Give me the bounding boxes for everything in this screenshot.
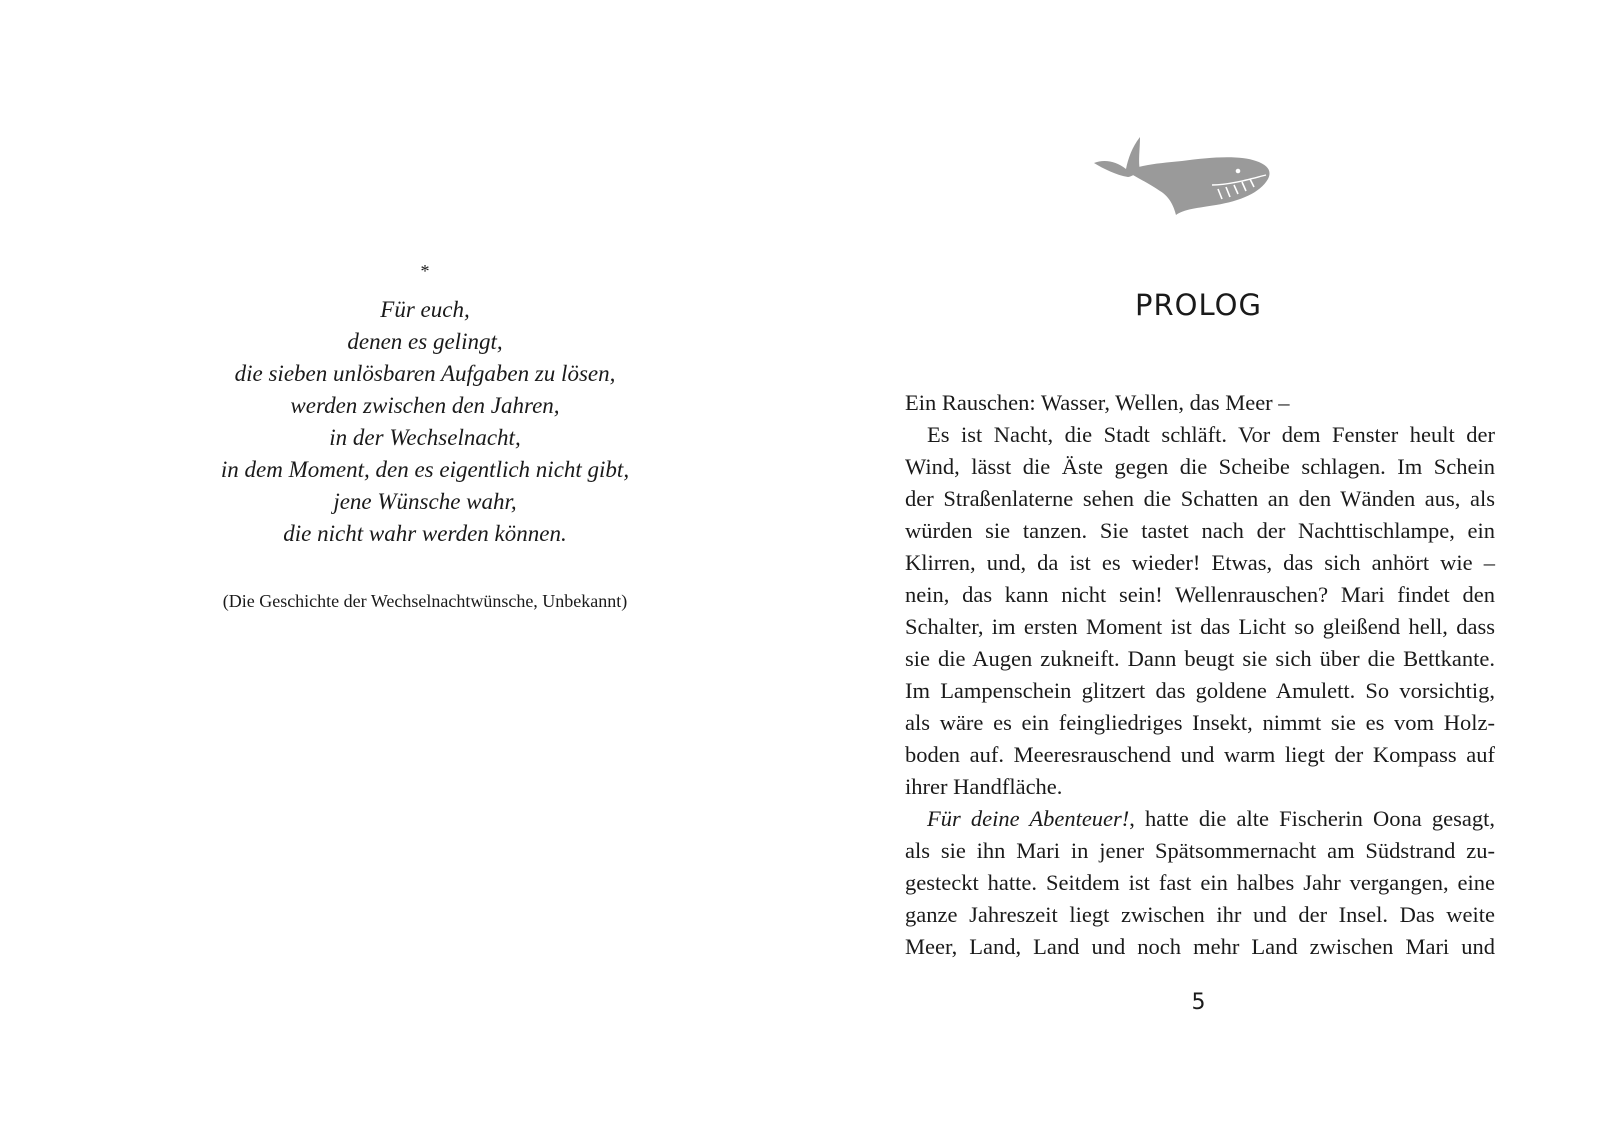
- text-line: Ein Rauschen: Wasser, Wellen, das Meer –: [905, 390, 1290, 415]
- text-line: sie die Augen zukneift. Dann beugt sie sich über die Bettkante.: [905, 646, 1495, 671]
- poem-line: jene Wünsche wahr,: [333, 489, 517, 514]
- text-line: ihrer Handfläche.: [905, 774, 1063, 799]
- poem-line: denen es gelingt,: [347, 329, 503, 354]
- prose-body: [905, 387, 1495, 963]
- text-line: nein, das kann nicht sein! Wellenrauschen? Mari findet den: [905, 582, 1495, 607]
- right-page: [800, 0, 1600, 1131]
- poem-line: in der Wechselnacht,: [329, 425, 521, 450]
- text-fragment: , hatte die alte Fischerin Oona gesagt,: [1129, 806, 1495, 831]
- text-line: Wind, lässt die Äste gegen die Scheibe schlagen. Im Schein: [905, 454, 1495, 479]
- text-line: Im Lampenschein glitzert das goldene Amulett. So vorsichtig,: [905, 678, 1495, 703]
- epigraph-poem: [0, 294, 850, 550]
- page-number: 5: [1191, 990, 1206, 1015]
- text-line: Klirren, und, da ist es wieder! Etwas, das sich anhört wie –: [905, 550, 1495, 575]
- poem-line: die nicht wahr werden können.: [283, 521, 567, 546]
- poem-line: die sieben unlösbaren Aufgaben zu lösen,: [234, 361, 616, 386]
- text-line: als wäre es ein feingliedriges Insekt, nimmt sie es vom Holz-: [905, 710, 1495, 735]
- text-line: würden sie tanzen. Sie tastet nach der Nachttischlampe, ein: [905, 518, 1495, 543]
- text-line: [905, 803, 1495, 835]
- text-line: ganze Jahreszeit liegt zwischen ihr und der Insel. Das weite: [905, 902, 1495, 927]
- italic-phrase: Für deine Abenteuer!: [927, 806, 1130, 831]
- epigraph-attribution: (Die Geschichte der Wechselnachtwünsche, Unbekannt): [222, 591, 628, 611]
- poem-line: werden zwischen den Jahren,: [290, 393, 560, 418]
- text-line: Es ist Nacht, die Stadt schläft. Vor dem Fenster heult der: [927, 422, 1495, 447]
- poem-line: in dem Moment, den es eigentlich nicht gibt,: [220, 457, 630, 482]
- text-line: Meer, Land, Land und noch mehr Land zwischen Mari und: [905, 934, 1495, 959]
- poem-line: Für euch,: [380, 297, 470, 322]
- ornament-star: *: [420, 261, 430, 281]
- text-line: boden auf. Meeresrauschend und warm liegt der Kompass auf: [905, 742, 1495, 767]
- whale-icon: [1090, 135, 1275, 220]
- chapter-title: PROLOG: [1135, 288, 1262, 322]
- text-line: gesteckt hatte. Seitdem ist fast ein halbes Jahr vergangen, eine: [905, 870, 1495, 895]
- text-line: als sie ihn Mari in jener Spätsommernacht am Südstrand zu-: [905, 838, 1495, 863]
- text-line: Schalter, im ersten Moment ist das Licht so gleißend hell, dass: [905, 614, 1495, 639]
- text-line: der Straßenlaterne sehen die Schatten an den Wänden aus, als: [905, 486, 1495, 511]
